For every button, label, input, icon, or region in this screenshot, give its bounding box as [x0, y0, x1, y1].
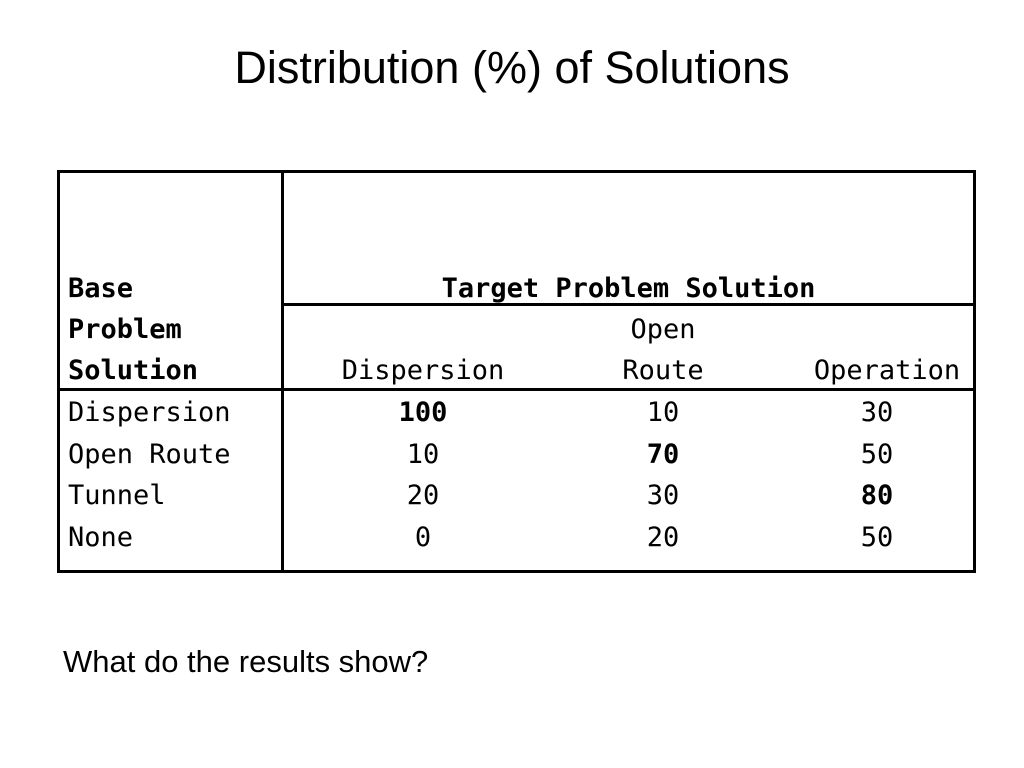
row-label-open-route: Open Route — [68, 439, 231, 470]
column-header-open-route-line-1: Open — [630, 314, 696, 345]
group-header: Target Problem Solution — [441, 273, 816, 304]
cell-dispersion-operation: 30 — [860, 397, 894, 428]
cell-none-open-route: 20 — [646, 522, 680, 553]
cell-none-operation: 50 — [860, 522, 894, 553]
cell-open-route-open-route: 70 — [646, 439, 680, 470]
column-header-open-route: Route — [622, 355, 704, 386]
cell-dispersion-open-route: 10 — [646, 397, 680, 428]
header-divider — [60, 388, 973, 391]
cell-tunnel-open-route: 30 — [646, 480, 680, 511]
cell-open-route-dispersion: 10 — [406, 439, 440, 470]
cell-open-route-operation: 50 — [860, 439, 894, 470]
column-header-operation: Operation — [813, 355, 961, 386]
row-header-line-3: Solution — [68, 355, 199, 386]
distribution-table — [57, 170, 976, 573]
cell-none-dispersion: 0 — [414, 522, 432, 553]
row-label-none: None — [68, 522, 134, 553]
row-header-line-1: Base — [68, 273, 134, 304]
cell-tunnel-dispersion: 20 — [406, 480, 440, 511]
row-label-tunnel: Tunnel — [68, 480, 166, 511]
cell-tunnel-operation: 80 — [860, 480, 894, 511]
slide-title: Distribution (%) of Solutions — [234, 42, 790, 93]
cell-dispersion-dispersion: 100 — [398, 397, 448, 428]
column-divider — [281, 173, 284, 570]
question-caption: What do the results show? — [63, 644, 429, 679]
row-label-dispersion: Dispersion — [68, 397, 231, 428]
row-header-line-2: Problem — [68, 314, 182, 345]
column-header-dispersion: Dispersion — [341, 355, 505, 386]
